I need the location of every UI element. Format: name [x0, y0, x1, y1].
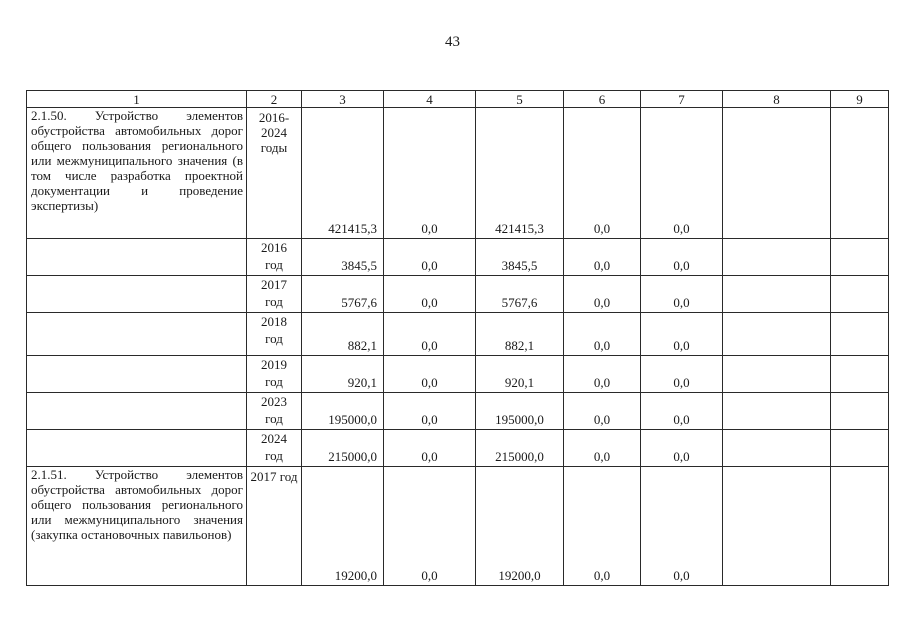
row-description — [27, 108, 247, 239]
period-year: 2023 — [261, 394, 287, 409]
cell-col8 — [723, 467, 831, 586]
cell-col9 — [831, 356, 889, 393]
cell-col5: 882,1 — [476, 313, 564, 356]
cell-col4: 0,0 — [384, 108, 476, 239]
cell-col8 — [723, 239, 831, 276]
budget-table — [26, 90, 889, 586]
header-cell: 6 — [564, 91, 641, 108]
row-period — [247, 239, 302, 276]
row-period — [247, 430, 302, 467]
cell-col5: 5767,6 — [476, 276, 564, 313]
table-row — [27, 239, 889, 276]
table-row — [27, 276, 889, 313]
row-description — [27, 276, 247, 313]
period-unit: год — [265, 331, 283, 346]
cell-col8 — [723, 276, 831, 313]
cell-col3: 19200,0 — [302, 467, 384, 586]
header-cell: 1 — [27, 91, 247, 108]
table-row — [27, 356, 889, 393]
cell-col3: 421415,3 — [302, 108, 384, 239]
cell-col7: 0,0 — [641, 393, 723, 430]
cell-col7: 0,0 — [641, 239, 723, 276]
header-cell: 2 — [247, 91, 302, 108]
cell-col6: 0,0 — [564, 393, 641, 430]
cell-col3: 882,1 — [302, 313, 384, 356]
cell-col8 — [723, 313, 831, 356]
period-unit: год — [265, 257, 283, 272]
period-year: 2019 — [261, 357, 287, 372]
cell-col6: 0,0 — [564, 430, 641, 467]
period-year: 2017 — [261, 277, 287, 292]
period-unit: год — [265, 374, 283, 389]
cell-col5: 19200,0 — [476, 467, 564, 586]
header-cell: 5 — [476, 91, 564, 108]
table-row — [27, 467, 889, 586]
cell-col8 — [723, 430, 831, 467]
cell-col5: 3845,5 — [476, 239, 564, 276]
cell-col3: 215000,0 — [302, 430, 384, 467]
cell-col8 — [723, 393, 831, 430]
table-row — [27, 393, 889, 430]
cell-col5: 920,1 — [476, 356, 564, 393]
row-period — [247, 276, 302, 313]
cell-col5: 215000,0 — [476, 430, 564, 467]
cell-col5: 195000,0 — [476, 393, 564, 430]
cell-col7: 0,0 — [641, 356, 723, 393]
cell-col9 — [831, 467, 889, 586]
period-unit: год — [265, 411, 283, 426]
cell-col7: 0,0 — [641, 276, 723, 313]
cell-col3: 3845,5 — [302, 239, 384, 276]
page-number: 43 — [445, 34, 460, 50]
row-period — [247, 313, 302, 356]
cell-col4: 0,0 — [384, 239, 476, 276]
cell-col4: 0,0 — [384, 276, 476, 313]
cell-col6: 0,0 — [564, 108, 641, 239]
cell-col3: 920,1 — [302, 356, 384, 393]
cell-col6: 0,0 — [564, 313, 641, 356]
table-row — [27, 430, 889, 467]
cell-col9 — [831, 239, 889, 276]
cell-col7: 0,0 — [641, 108, 723, 239]
row-description — [27, 239, 247, 276]
cell-col8 — [723, 108, 831, 239]
cell-col4: 0,0 — [384, 356, 476, 393]
row-period — [247, 356, 302, 393]
cell-col6: 0,0 — [564, 356, 641, 393]
period-year: 2016 — [261, 240, 287, 255]
table-row — [27, 108, 889, 239]
cell-col9 — [831, 430, 889, 467]
cell-col9 — [831, 276, 889, 313]
period-unit: год — [265, 448, 283, 463]
header-cell: 8 — [723, 91, 831, 108]
table-row — [27, 313, 889, 356]
cell-col4: 0,0 — [384, 467, 476, 586]
cell-col6: 0,0 — [564, 276, 641, 313]
row-description — [27, 393, 247, 430]
cell-col7: 0,0 — [641, 467, 723, 586]
cell-col4: 0,0 — [384, 393, 476, 430]
cell-col4: 0,0 — [384, 313, 476, 356]
period-year: 2018 — [261, 314, 287, 329]
cell-col3: 195000,0 — [302, 393, 384, 430]
table-header-row — [27, 91, 889, 108]
row-period: 2017 год — [247, 467, 302, 586]
row-period — [247, 393, 302, 430]
cell-col9 — [831, 393, 889, 430]
cell-col5: 421415,3 — [476, 108, 564, 239]
row-description — [27, 313, 247, 356]
row-description — [27, 430, 247, 467]
header-cell: 9 — [831, 91, 889, 108]
row-description — [27, 356, 247, 393]
period-unit: год — [265, 294, 283, 309]
description-text: 2.1.51. Устройство элементов обустройства автомобильных дорог общего пользования регионального или межмуниципального значения (закупка остановочных павильонов) — [31, 467, 243, 542]
cell-col7: 0,0 — [641, 430, 723, 467]
cell-col8 — [723, 356, 831, 393]
cell-col7: 0,0 — [641, 313, 723, 356]
cell-col3: 5767,6 — [302, 276, 384, 313]
header-cell: 3 — [302, 91, 384, 108]
period-year: 2024 — [261, 431, 287, 446]
cell-col9 — [831, 313, 889, 356]
header-cell: 4 — [384, 91, 476, 108]
row-description — [27, 467, 247, 586]
cell-col4: 0,0 — [384, 430, 476, 467]
cell-col6: 0,0 — [564, 239, 641, 276]
description-text: 2.1.50. Устройство элементов обустройства автомобильных дорог общего пользования регионального или межмуниципального значения (в том числе разработка проектной документации и проведение экспертизы) — [31, 108, 243, 213]
cell-col6: 0,0 — [564, 467, 641, 586]
cell-col9 — [831, 108, 889, 239]
header-cell: 7 — [641, 91, 723, 108]
row-period: 2016-2024 годы — [247, 108, 302, 239]
